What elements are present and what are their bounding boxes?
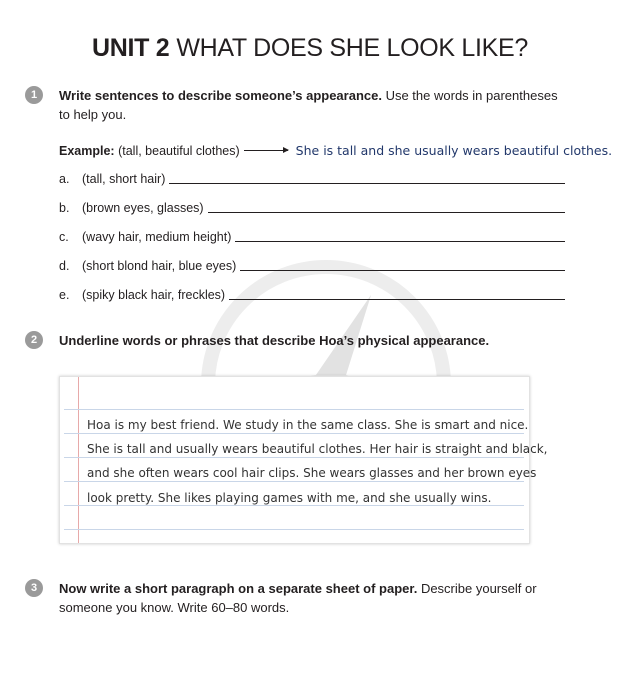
- exercise-3-instruction-rest: Describe yourself or someone you know. Write 60–80 words.: [59, 581, 537, 615]
- example-prompt: (tall, beautiful clothes): [118, 144, 240, 158]
- item-prompt: (wavy hair, medium height): [82, 230, 232, 244]
- exercise-1-instruction-rest: Use the words in parentheses to help you.: [59, 88, 558, 122]
- exercise-item-d: [59, 259, 565, 273]
- paragraph-line[interactable]: Hoa is my best friend. We study in the same class. She is smart and nice.: [87, 418, 529, 432]
- exercise-2-instruction-text: Underline words or phrases that describe Hoa’s physical appearance.: [59, 333, 490, 348]
- answer-line[interactable]: [235, 240, 565, 242]
- exercise-1-instruction: [59, 86, 559, 124]
- page-title: [0, 34, 620, 63]
- answer-line[interactable]: [169, 182, 565, 184]
- unit-label: UNIT 2: [91, 34, 170, 62]
- item-letter: d.: [59, 259, 70, 273]
- exercise-3-instruction-bold: Now write a short paragraph on a separate sheet of paper.: [59, 581, 418, 596]
- example-label: Example:: [59, 144, 115, 158]
- item-prompt: (short blond hair, blue eyes): [82, 259, 237, 273]
- exercise-3-instruction: [59, 579, 559, 617]
- notebook-rule: [64, 529, 524, 530]
- exercise-2-number-badge: 2: [25, 331, 43, 349]
- item-letter: a.: [59, 172, 70, 186]
- answer-line[interactable]: [208, 211, 565, 213]
- exercise-1-number-badge: 1: [25, 86, 43, 104]
- item-letter: e.: [59, 288, 70, 302]
- exercise-item-c: [59, 230, 565, 244]
- item-prompt: (brown eyes, glasses): [82, 201, 204, 215]
- item-letter: c.: [59, 230, 69, 244]
- notebook-rule: [64, 409, 524, 410]
- answer-line[interactable]: [229, 298, 565, 300]
- paragraph-line[interactable]: She is tall and usually wears beautiful clothes. Her hair is straight and black,: [87, 442, 548, 457]
- exercise-2-instruction: [59, 331, 559, 350]
- paragraph-line[interactable]: and she often wears cool hair clips. She wears glasses and her brown eyes: [87, 466, 537, 481]
- exercise-3-number-badge: 3: [25, 579, 43, 597]
- exercise-item-b: [59, 201, 565, 215]
- exercise-1-instruction-bold: Write sentences to describe someone’s appearance.: [59, 88, 382, 103]
- paragraph-line[interactable]: look pretty. She likes playing games with me, and she usually wins.: [87, 490, 492, 505]
- item-prompt: (spiky black hair, freckles): [82, 288, 226, 302]
- item-letter: b.: [59, 201, 70, 215]
- answer-line[interactable]: [240, 269, 565, 271]
- exercise-item-a: [59, 172, 565, 186]
- example-line: [59, 143, 612, 158]
- arrow-right-icon: [244, 150, 288, 151]
- hoa-paragraph: [87, 413, 548, 510]
- example-answer: She is tall and she usually wears beautiful clothes.: [295, 143, 613, 158]
- item-prompt: (tall, short hair): [82, 172, 166, 186]
- exercise-item-e: [59, 288, 565, 302]
- notebook-margin-line: [78, 377, 79, 543]
- unit-title: WHAT DOES SHE LOOK LIKE?: [176, 34, 529, 62]
- notebook-paper: [59, 376, 548, 544]
